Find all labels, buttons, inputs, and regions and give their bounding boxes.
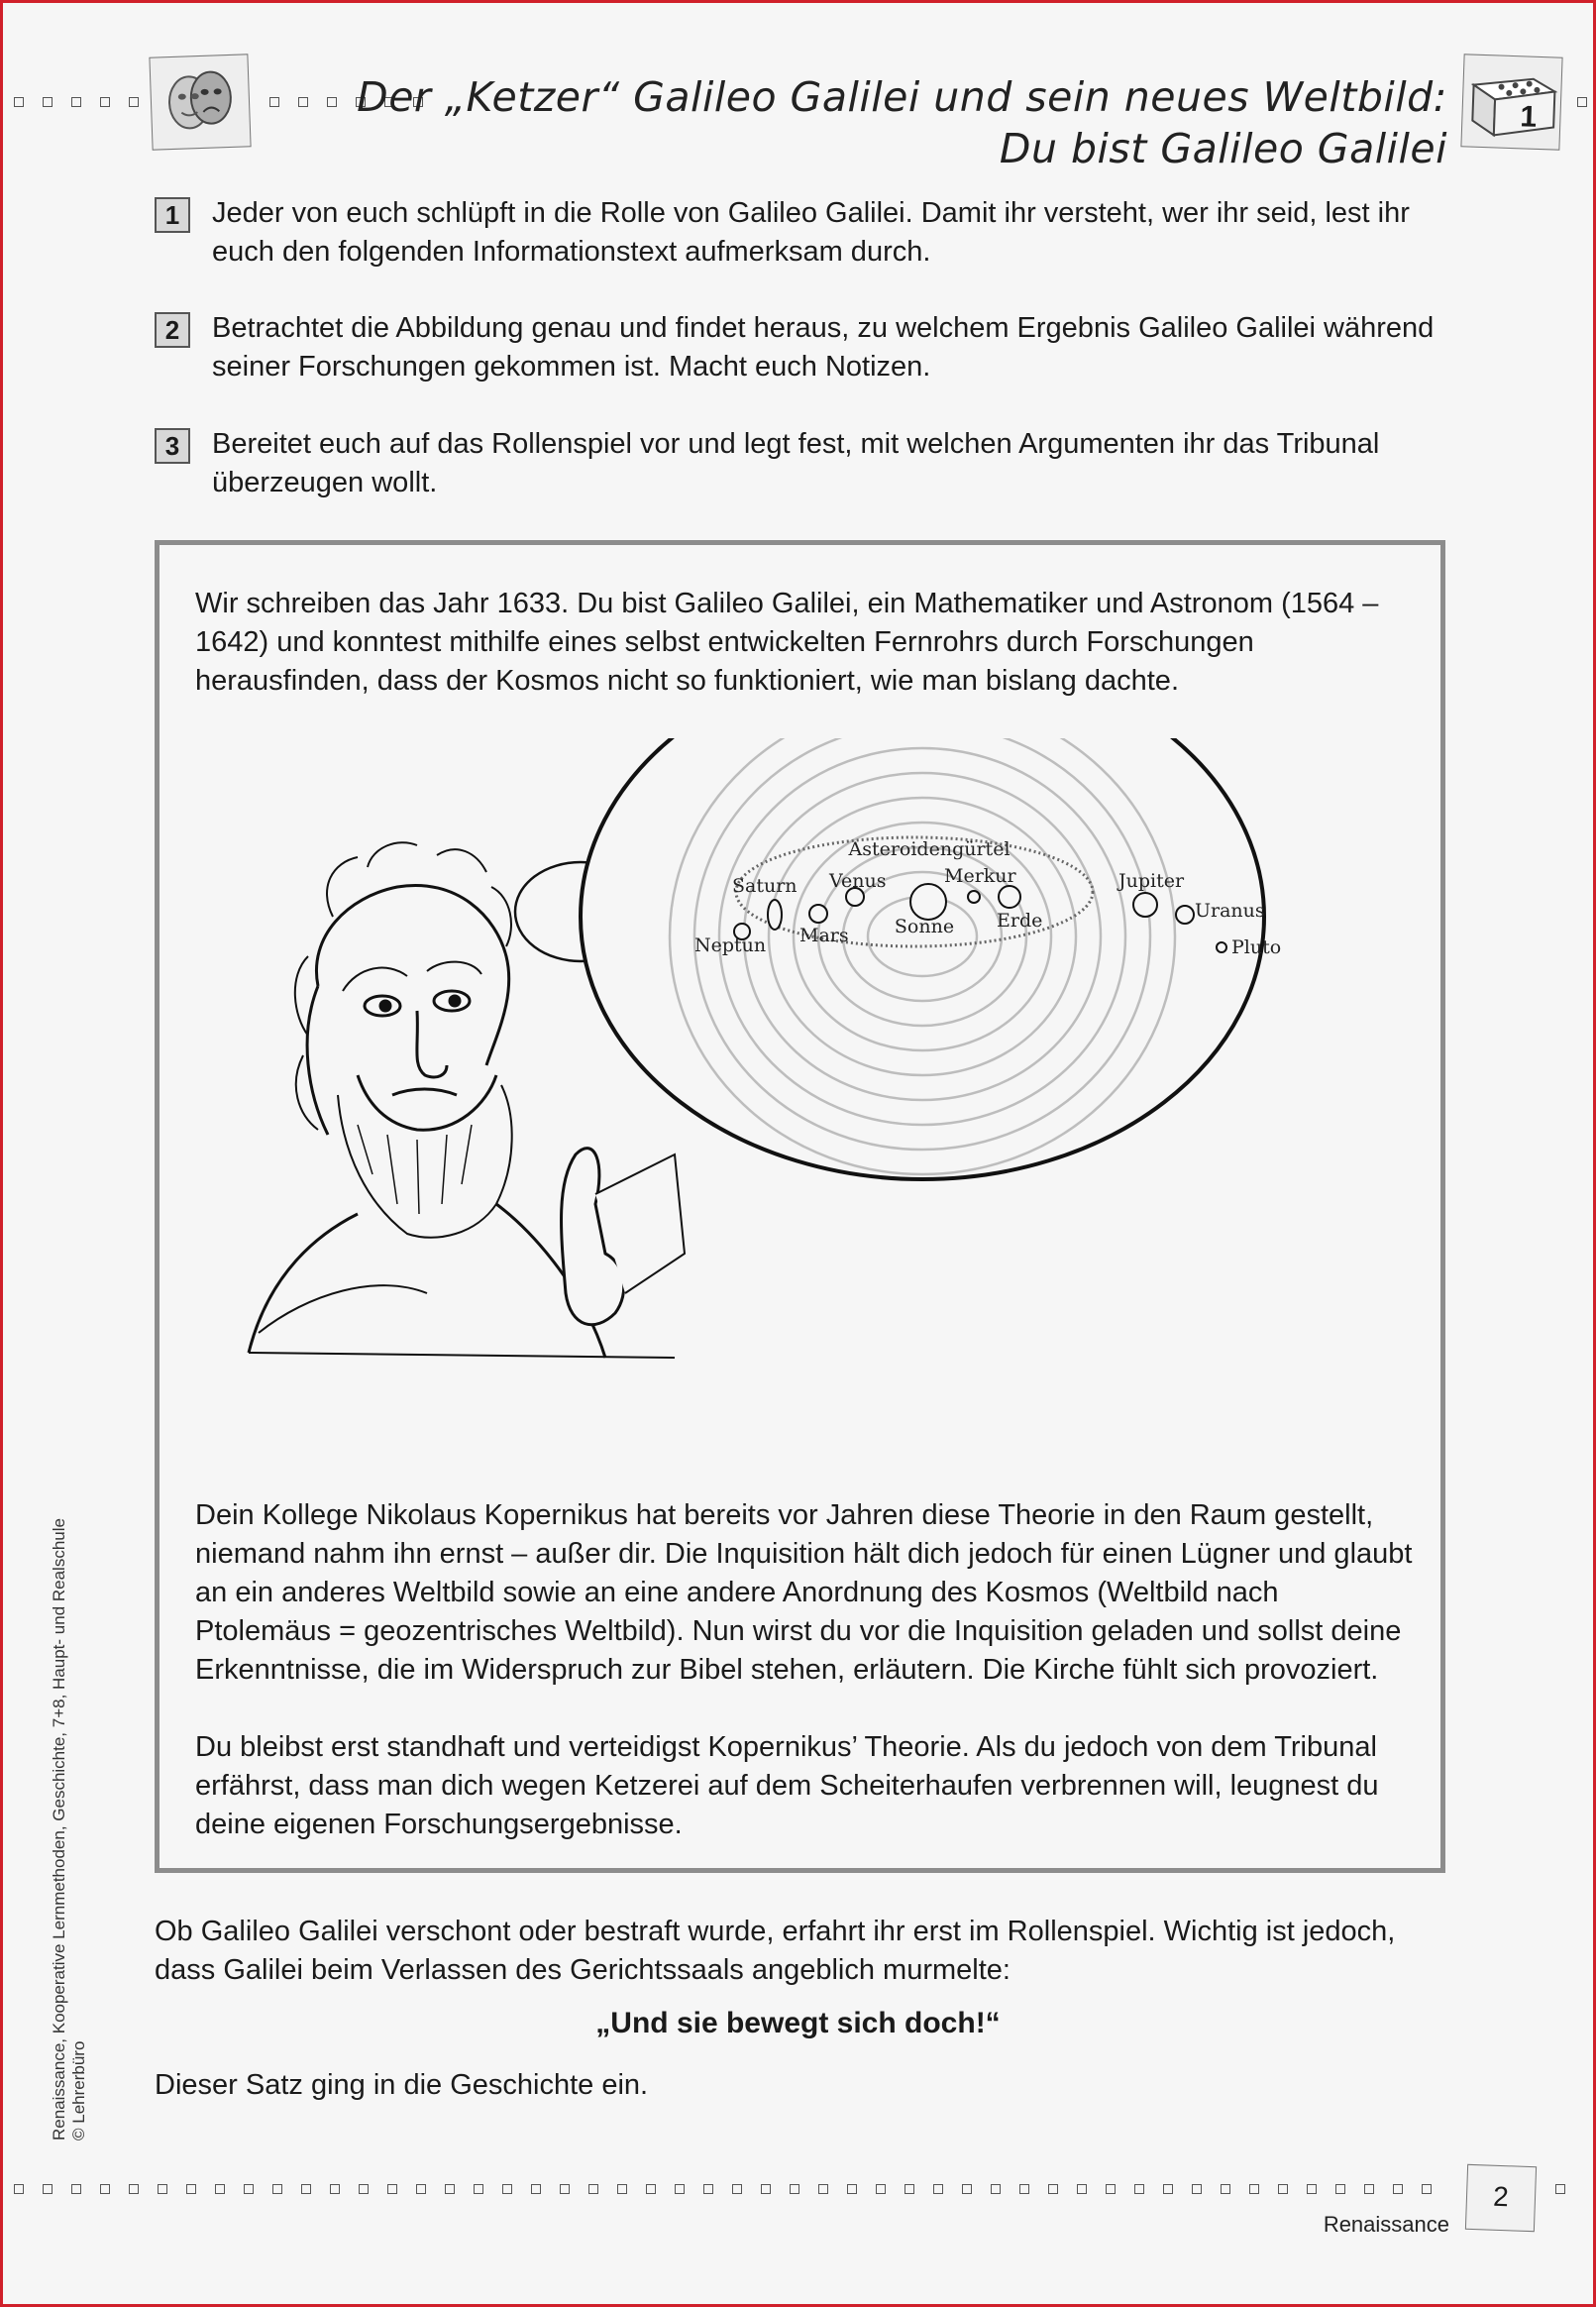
- jupiter: [1133, 893, 1157, 917]
- top-dot-row-right: [1577, 97, 1587, 107]
- info-body-2: Du bleibst erst standhaft und verteidigst Kopernikus’ Theorie. Als du jedoch von dem Tribunal erfährst, dass man dich wegen Ketzerei auf dem Scheiterhaufen verbrennen will, leugnest du deine eigenen Forschungsergebnisse.: [195, 1731, 1379, 1840]
- mars: [809, 905, 827, 923]
- label-mars: Mars: [799, 925, 849, 946]
- label-saturn: Saturn: [732, 875, 798, 897]
- side-credit-line-1: Renaissance, Kooperative Lernmethoden, Geschichte, 7+8, Haupt- und Realschule: [50, 1518, 68, 2141]
- title-line-2: Du bist Galileo Galilei: [999, 125, 1447, 172]
- label-venus: Venus: [829, 870, 887, 892]
- galileo-quote: „Und sie bewegt sich doch!“: [595, 2007, 1001, 2039]
- closing-text: Ob Galileo Galilei verschont oder bestraft wurde, erfahrt ihr erst im Rollenspiel. Wichtig ist jedoch, dass Galilei beim Verlassen des Gerichtssaals angeblich murmelte:: [155, 1916, 1396, 1986]
- info-box: [155, 540, 1445, 1873]
- task-number: 1: [155, 197, 190, 233]
- bottom-dot-row-right: [1555, 2184, 1565, 2194]
- task-text: Bereitet euch auf das Rollenspiel vor und legt fest, mit welchen Argumenten ihr das Tribunal überzeugen wollt.: [212, 428, 1380, 498]
- task-text: Betrachtet die Abbildung genau und findet heraus, zu welchem Ergebnis Galileo Galilei während seiner Forschungen gekommen ist. Macht euch Notizen.: [212, 312, 1435, 383]
- label-merkur: Merkur: [944, 865, 1016, 887]
- task-number: 2: [155, 312, 190, 348]
- label-pluto: Pluto: [1231, 936, 1282, 958]
- closing-final: Dieser Satz ging in die Geschichte ein.: [155, 2069, 649, 2101]
- label-neptun: Neptun: [694, 934, 767, 956]
- info-body-1: Dein Kollege Nikolaus Kopernikus hat bereits vor Jahren diese Theorie in den Raum gestellt, niemand nahm ihn ernst – außer dir. Die Inquisition hält dich jedoch für einen Lügner und glaubt an ein anderes Weltbild sowie an eine andere Anordnung des Kosmos (Weltbild nach Ptolemäus = geozentrisches Weltbild). Nun wirst du vor die Inquisition geladen und sollst deine Erkenntnisse, die im Widerspruch zur Bibel stehen, erläutern. Die Kirche fühlt sich provoziert.: [195, 1499, 1413, 1686]
- brick-icon: [1460, 54, 1562, 150]
- task-3: [155, 425, 1442, 502]
- galileo-illustration: [160, 738, 1437, 1472]
- pluto: [1217, 942, 1226, 952]
- sun: [910, 884, 946, 920]
- side-credit-line-2: © Lehrerbüro: [69, 2040, 88, 2141]
- merkur: [968, 891, 980, 903]
- task-number: 3: [155, 428, 190, 464]
- label-asteroid-belt: Asteroidengürtel: [848, 838, 1011, 860]
- info-intro: Wir schreiben das Jahr 1633. Du bist Galileo Galilei, ein Mathematiker und Astronom (1564 – 1642) und konntest mithilfe eines selbst entwickelten Fernrohrs durch Forschungen herausfinden, dass der Kosmos nicht so funktioniert, wie man bislang dachte.: [195, 588, 1379, 697]
- task-1: [155, 194, 1442, 272]
- footer-label: Renaissance: [1323, 2212, 1449, 2237]
- saturn-body: [768, 900, 782, 930]
- label-erde: Erde: [997, 910, 1043, 932]
- top-dot-row-left: [14, 97, 139, 107]
- theater-masks-icon: [149, 54, 251, 150]
- label-uranus: Uranus: [1195, 900, 1265, 922]
- bottom-dot-row: [14, 2184, 1432, 2194]
- page-number: 2: [1465, 2164, 1537, 2232]
- uranus: [1176, 906, 1194, 924]
- badge-number: 1: [1519, 100, 1538, 134]
- label-sonne: Sonne: [894, 916, 955, 937]
- task-text: Jeder von euch schlüpft in die Rolle von Galileo Galilei. Damit ihr versteht, wer ihr seid, lest ihr euch den folgenden Informationstext aufmerksam durch.: [212, 197, 1410, 268]
- erde: [999, 886, 1020, 908]
- task-2: [155, 309, 1442, 386]
- title-line-1: Der „Ketzer“ Galileo Galilei und sein neues Weltbild:: [357, 73, 1447, 121]
- solar-system-oval: [581, 738, 1264, 1179]
- label-jupiter: Jupiter: [1118, 870, 1185, 892]
- side-credit: [50, 1518, 89, 2141]
- page-title: [357, 71, 1447, 174]
